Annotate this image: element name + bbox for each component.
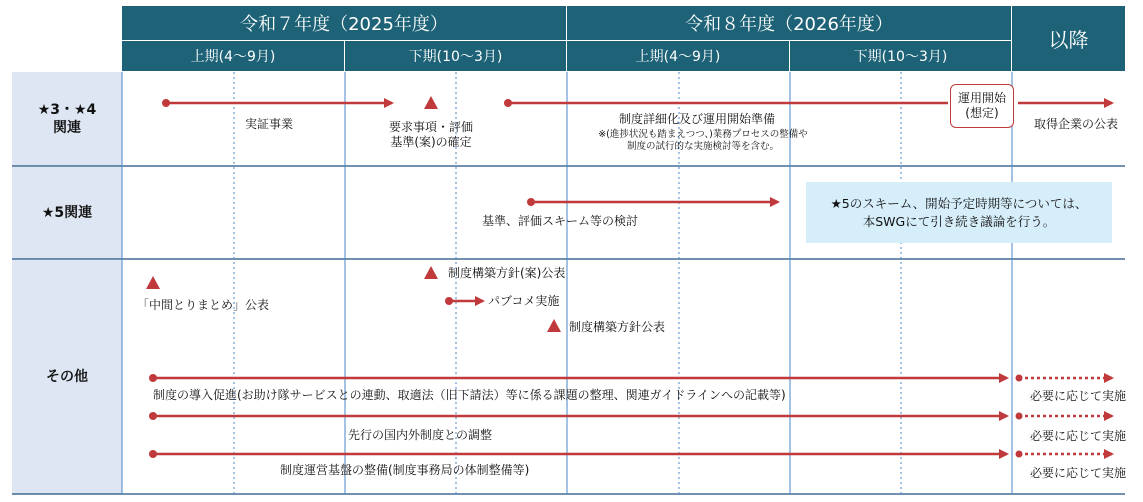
year-2026-header: 令和８年度（2026年度） xyxy=(567,6,1011,40)
as-needed-label-1: 必要に応じて実施 xyxy=(1030,389,1127,403)
as-needed-label-2: 必要に応じて実施 xyxy=(1030,429,1127,443)
h1-2025-header: 上期(4～9月) xyxy=(122,41,344,71)
requirements-label: 要求事項・評価 基準(案)の確定 xyxy=(388,120,473,149)
publish-companies-label: 取得企業の公表 xyxy=(1034,117,1119,131)
launch-badge: 運用開始 (想定) xyxy=(950,84,1014,128)
after-header: 以降 xyxy=(1012,6,1125,71)
operation-base-label: 制度運営基盤の整備(制度事務局の体制整備等) xyxy=(280,463,530,477)
h2-2026-header: 下期(10～3月) xyxy=(790,41,1011,71)
draft-policy-label: 制度構築方針(案)公表 xyxy=(448,266,566,280)
row-label-star5: ★5関連 xyxy=(12,167,122,259)
detail-prep-note: ※(進捗状況も踏まえつつ、)業務プロセスの整備や 制度の試行的な実施検討等を含む。 xyxy=(598,129,808,152)
interim-summary-label: 「中間とりまとめ」公表 xyxy=(137,298,270,312)
as-needed-label-3: 必要に応じて実施 xyxy=(1030,466,1127,480)
row-label-star34: ★3・★4 関連 xyxy=(12,72,122,166)
study-label: 基準、評価スキーム等の検討 xyxy=(482,214,639,228)
row-label-other: その他 xyxy=(12,260,122,494)
star5-info-box: ★5のスキーム、開始予定時期等については、 本SWGにて引き続き議論を行う。 xyxy=(806,182,1112,243)
detail-prep-label: 制度詳細化及び運用開始準備 xyxy=(619,112,776,126)
pubcom-label: パブコメ実施 xyxy=(488,294,560,308)
h2-2025-header: 下期(10～3月) xyxy=(345,41,566,71)
policy-label: 制度構築方針公表 xyxy=(569,320,666,334)
promotion-label: 制度の導入促進(お助け隊サービスとの連動、取適法（旧下請法）等に係る課題の整理、関連ガイドラインへの記載等) xyxy=(153,388,786,402)
intl-coordination-label: 先行の国内外制度との調整 xyxy=(348,428,493,442)
pilot-label: 実証事業 xyxy=(245,117,294,131)
year-2025-header: 令和７年度（2025年度） xyxy=(122,6,566,40)
h1-2026-header: 上期(4～9月) xyxy=(567,41,789,71)
